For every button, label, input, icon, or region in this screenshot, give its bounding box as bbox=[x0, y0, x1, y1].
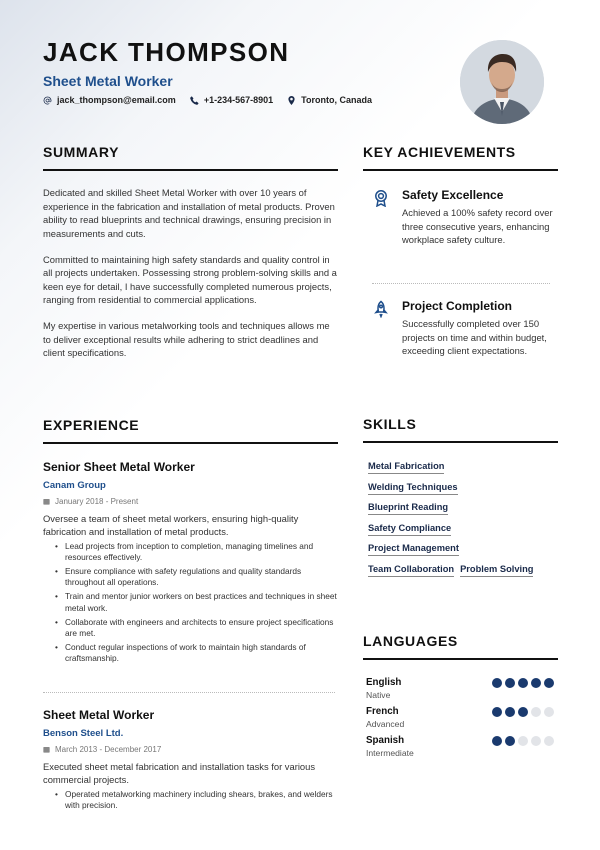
job-bullets bbox=[43, 789, 338, 812]
skill-tag: Project Management bbox=[368, 543, 459, 556]
job-date-text: March 2013 - December 2017 bbox=[55, 745, 162, 754]
contact-row bbox=[43, 95, 372, 105]
language-rating bbox=[492, 678, 554, 688]
job-bullet: • Lead projects from inception to completion, managing timelines and resources effectively. bbox=[43, 541, 338, 564]
summary-paragraph: Committed to maintaining high safety standards and quality control in all projects undertaken. Possessing strong problem-solving skills and a keen eye for detail, I have successfully completed numerous projects, ranging from residential to commercial applications. bbox=[43, 253, 337, 305]
language-level: Native bbox=[366, 690, 391, 700]
language-rating bbox=[492, 736, 554, 746]
skills-rule bbox=[363, 441, 558, 443]
profile-photo bbox=[460, 40, 544, 124]
rating-dot bbox=[492, 678, 502, 688]
language-item bbox=[366, 735, 556, 758]
achievement-desc: Achieved a 100% safety record over three consecutive years, enhancing workplace safety culture. bbox=[402, 207, 553, 245]
language-name: Spanish bbox=[366, 735, 405, 746]
job-company: Canam Group bbox=[43, 480, 106, 491]
candidate-name: JACK THOMPSON bbox=[43, 37, 290, 67]
contact-location bbox=[287, 95, 372, 105]
calendar-icon bbox=[43, 746, 50, 753]
phone-icon bbox=[190, 96, 199, 105]
language-level: Advanced bbox=[366, 719, 405, 729]
job-dates bbox=[43, 497, 338, 506]
rating-dot bbox=[492, 736, 502, 746]
job-bullet: • Train and mentor junior workers on best practices and techniques in sheet metal work. bbox=[43, 591, 338, 614]
rating-dot bbox=[544, 678, 554, 688]
achievements-rule bbox=[363, 169, 558, 171]
summary-section bbox=[43, 186, 338, 372]
contact-phone[interactable] bbox=[190, 95, 273, 105]
rating-dot bbox=[544, 707, 554, 717]
summary-heading: SUMMARY bbox=[43, 144, 120, 160]
rating-dot bbox=[505, 707, 515, 717]
rating-dot bbox=[518, 678, 528, 688]
job-date-text: January 2018 - Present bbox=[55, 497, 139, 506]
language-item bbox=[366, 706, 556, 729]
skill-tag: Safety Compliance bbox=[368, 523, 451, 536]
skill-tag: Problem Solving bbox=[460, 564, 533, 577]
job-bullet: • Conduct regular inspections of work to maintain high standards of craftsmanship. bbox=[43, 642, 338, 665]
achievement-desc: Successfully completed over 150 projects on time and within budget, exceeding client expectations. bbox=[402, 318, 547, 356]
rating-dot bbox=[518, 736, 528, 746]
job-bullet: • Ensure compliance with safety regulations and quality standards throughout all operations. bbox=[43, 566, 338, 589]
job-bullet: • Operated metalworking machinery including shears, brakes, and welders with precision. bbox=[43, 789, 338, 812]
rating-dot bbox=[531, 736, 541, 746]
rating-dot bbox=[544, 736, 554, 746]
location-pin-icon bbox=[287, 96, 296, 105]
language-name: English bbox=[366, 677, 402, 688]
languages-heading: LANGUAGES bbox=[363, 633, 458, 649]
rating-dot bbox=[505, 678, 515, 688]
summary-rule bbox=[43, 169, 338, 171]
achievement-title: Safety Excellence bbox=[402, 188, 504, 202]
experience-divider bbox=[43, 692, 335, 693]
rating-dot bbox=[492, 707, 502, 717]
language-rating bbox=[492, 707, 554, 717]
achievement-divider bbox=[372, 283, 550, 284]
experience-heading: EXPERIENCE bbox=[43, 417, 140, 433]
contact-email[interactable] bbox=[43, 95, 176, 105]
at-icon bbox=[43, 96, 52, 105]
job-entry bbox=[43, 708, 338, 814]
portrait-image bbox=[460, 40, 544, 124]
phone-text: +1-234-567-8901 bbox=[203, 95, 274, 105]
summary-paragraph: My expertise in various metalworking tools and techniques allows me to deliver exceptional results while adhering to strict deadlines and client specifications. bbox=[43, 320, 330, 358]
job-dates bbox=[43, 745, 338, 754]
achievement-item bbox=[372, 188, 562, 247]
job-role: Sheet Metal Worker bbox=[43, 708, 155, 722]
award-icon bbox=[372, 189, 390, 207]
skill-tag: Welding Techniques bbox=[368, 482, 458, 495]
rating-dot bbox=[518, 707, 528, 717]
rocket-icon bbox=[372, 300, 390, 318]
experience-rule bbox=[43, 442, 338, 444]
job-description: Executed sheet metal fabrication and installation tasks for various commercial projects. bbox=[43, 761, 316, 785]
calendar-icon bbox=[43, 498, 50, 505]
achievements-heading: KEY ACHIEVEMENTS bbox=[363, 144, 516, 160]
achievement-title: Project Completion bbox=[402, 299, 513, 313]
candidate-title: Sheet Metal Worker bbox=[43, 73, 173, 89]
skill-tag: Metal Fabrication bbox=[368, 461, 444, 474]
language-level: Intermediate bbox=[366, 748, 414, 758]
skills-list bbox=[368, 461, 560, 584]
skills-heading: SKILLS bbox=[363, 416, 417, 432]
languages-rule bbox=[363, 658, 558, 660]
rating-dot bbox=[531, 707, 541, 717]
job-entry bbox=[43, 460, 338, 667]
rating-dot bbox=[531, 678, 541, 688]
job-bullet: • Collaborate with engineers and architects to ensure project specifications are met. bbox=[43, 617, 338, 640]
achievement-item bbox=[372, 299, 562, 358]
email-text: jack_thompson@email.com bbox=[57, 95, 176, 105]
language-item bbox=[366, 677, 556, 700]
summary-paragraph: Dedicated and skilled Sheet Metal Worker with over 10 years of experience in the fabrication and installation of metal products. Proven ability to read blueprints and technical drawings, ensuring precision in measurements and cuts. bbox=[43, 187, 335, 239]
job-bullets bbox=[43, 541, 338, 664]
skill-tag: Blueprint Reading bbox=[368, 502, 448, 515]
job-role: Senior Sheet Metal Worker bbox=[43, 460, 195, 474]
job-company: Benson Steel Ltd. bbox=[43, 728, 124, 739]
rating-dot bbox=[505, 736, 515, 746]
location-text: Toronto, Canada bbox=[301, 95, 372, 105]
language-name: French bbox=[366, 706, 399, 717]
job-description: Oversee a team of sheet metal workers, ensuring high-quality fabrication and installation of metal products. bbox=[43, 513, 299, 537]
skill-tag: Team Collaboration bbox=[368, 564, 454, 577]
